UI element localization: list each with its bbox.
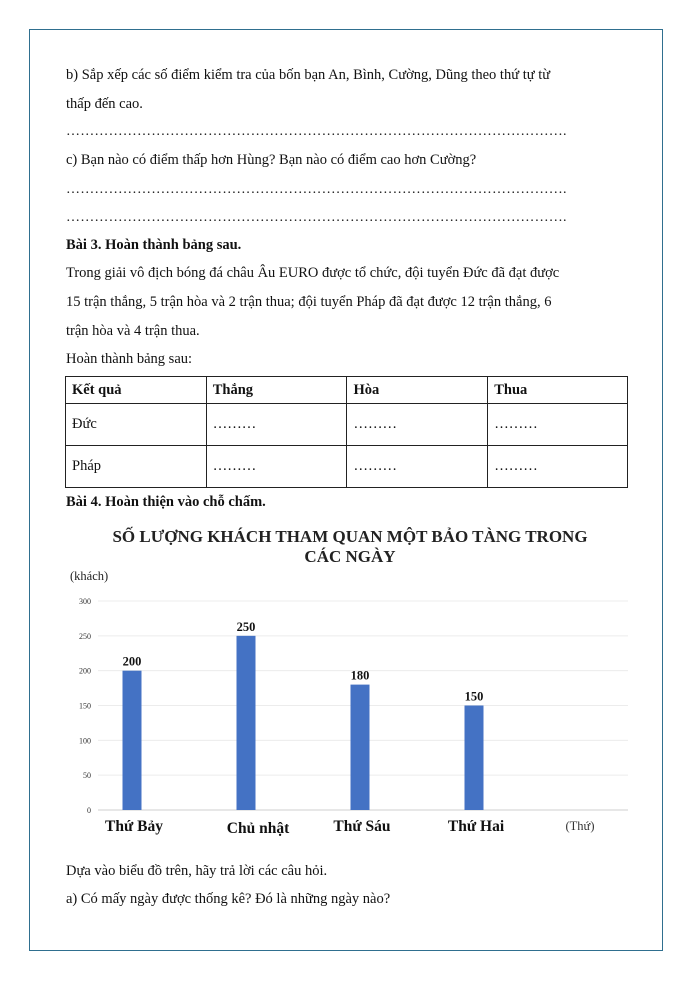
part-b-line2: thấp đến cao. [66,96,143,112]
data-label: 200 [122,654,142,669]
result-table [65,376,628,488]
question-intro: Dựa vào biểu đồ trên, hãy trả lời các câu hỏi. [66,863,328,879]
y-tick-label: 300 [79,597,91,606]
bar-4 [465,706,484,811]
answer-line-c2: ……………………………………………………………………………………………. [66,210,567,225]
cell-blank: ……… [488,404,628,446]
header-hoa: Hòa [347,377,488,404]
y-tick-label: 0 [87,806,91,815]
answer-line-c1: ……………………………………………………………………………………………. [66,182,567,197]
bai4-title: Bài 4. Hoàn thiện vào chỗ chấm. [66,494,266,510]
y-tick-label: 100 [79,736,91,746]
bai3-para-line1: Trong giải vô địch bóng đá châu Âu EURO được tổ chức, đội tuyển Đức đã đạt được [66,265,560,281]
cell-blank: ……… [488,446,628,488]
chart-title-line1: SỐ LƯỢNG KHÁCH THAM QUAN MỘT BẢO TÀNG TRONG [112,527,588,546]
chart-title-line2: CÁC NGÀY [304,547,396,566]
part-c: c) Bạn nào có điểm thấp hơn Hùng? Bạn nào có điểm cao hơn Cường? [66,152,477,168]
row-team-duc: Đức [66,404,207,446]
header-thang: Thắng [206,377,347,404]
bar-2 [237,636,256,810]
y-tick-label: 50 [83,771,91,781]
bai3-para-line3: trận hòa và 4 trận thua. [66,323,200,339]
cell-blank: ……… [206,446,347,488]
x-axis-label: (Thứ) [565,819,595,833]
row-team-phap: Pháp [66,446,207,488]
x-tick-label: Thứ Hai [447,818,505,835]
question-a: a) Có mấy ngày được thống kê? Đó là những ngày nào? [66,891,391,907]
bai3-title: Bài 3. Hoàn thành bảng sau. [66,237,242,253]
cell-blank: ……… [347,404,488,446]
table-row [66,446,628,488]
bai3-para-line2: 15 trận thắng, 5 trận hòa và 2 trận thua; đội tuyển Pháp đã đạt được 12 trận thắng, 6 [66,294,552,310]
bar-chart [60,565,640,845]
header-thua: Thua [488,377,628,404]
x-tick-label: Thứ Sáu [333,818,391,835]
y-tick-label: 150 [79,701,91,711]
data-label: 150 [464,689,484,704]
y-tick-label: 200 [79,666,91,676]
part-b-line1: b) Sắp xếp các số điểm kiểm tra của bốn bạn An, Bình, Cường, Dũng theo thứ tự từ [66,67,551,83]
y-axis-label: (khách) [70,569,109,583]
data-label: 180 [350,668,370,683]
table-header-row [66,377,628,404]
bar-1 [123,671,142,810]
data-label: 250 [236,619,256,634]
x-tick-label: Chủ nhật [226,820,290,837]
y-tick-label: 250 [79,631,91,641]
bai3-instruction: Hoàn thành bảng sau: [66,351,193,367]
bar-3 [351,685,370,810]
x-tick-label: Thứ Bảy [105,818,163,835]
cell-blank: ……… [206,404,347,446]
answer-line-b: ……………………………………………………………………………………………. [66,124,567,139]
table-row [66,404,628,446]
cell-blank: ……… [347,446,488,488]
header-ket-qua: Kết quả [66,377,207,404]
